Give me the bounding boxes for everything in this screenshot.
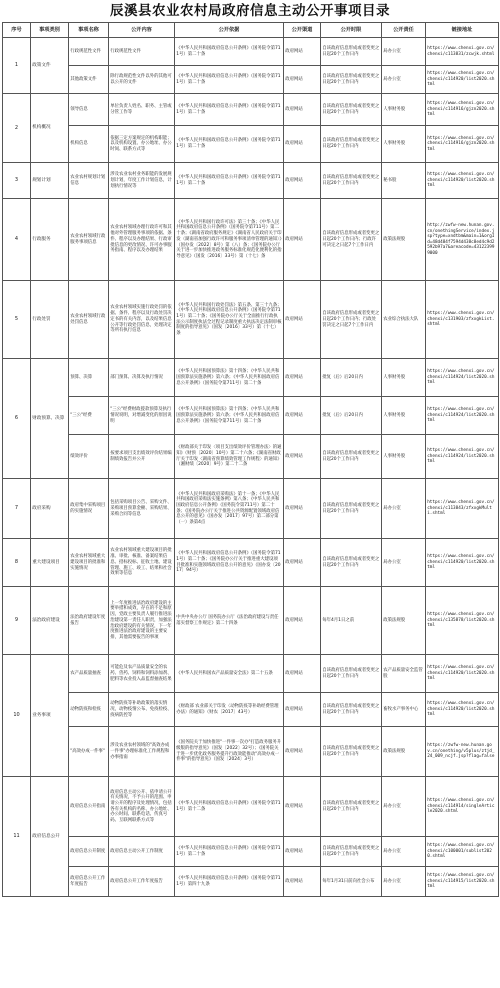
row-responsible: 局办公室 xyxy=(382,38,426,66)
row-item-name: 农产品质量抽查 xyxy=(69,655,109,693)
row-link[interactable]: https://www.chenxi.gov.cn/chenxi/c100001/sublist2020.shtml xyxy=(426,837,499,867)
row-channel: 政府网站 xyxy=(284,163,321,199)
row-time-limit: 自该政府信息形成或者变更之日起20个工作日内 xyxy=(321,126,382,163)
table-row xyxy=(3,199,499,281)
table-row xyxy=(3,126,499,163)
row-responsible: 人事财务股 xyxy=(382,435,426,479)
table-row xyxy=(3,163,499,199)
table-row xyxy=(3,777,499,837)
row-item-name: 政府集中采购项目的实施情况 xyxy=(69,479,109,539)
row-item-name: "高效办成一件事" xyxy=(69,727,109,777)
row-number: 2 xyxy=(3,94,31,163)
row-number: 11 xyxy=(3,777,31,897)
row-item-name: 法治政府建设年度报告 xyxy=(69,587,109,655)
row-channel: 政府网站 xyxy=(284,837,321,867)
row-content: 农业农村领域实施行政处罚的依据、条件、程序以及行政处罚决定书的有关内容，以及结果信息公开等行政处罚信息，处理决定等所有执行信息 xyxy=(109,281,175,359)
row-channel: 政府网站 xyxy=(284,693,321,727)
row-basis: 《中华人民共和国行政许可法》第三十条；《中华人民共和国政府信息公开条例》（国务院令第711号）第二十条；《湖南省政府服务规定》《湖南省人民政府关于印发〈湖南省加强行政许可和服务事项清单管理的通知〉》（国办发〔2022〕8号）第（八）条；《国务院办公厅关于进一步加快推进政务服务标准化规范化便利化的指导意见》（国发〔2016〕33号）第（十七）条 xyxy=(175,199,284,281)
table-row xyxy=(3,867,499,897)
row-content: 政府信息主动公开、依申请公开有关情况，不予公开的范围、申请公开的程序及处理情况，包括各有关机构的名称、办公地址、办公时间、联系电话、传真号码、互联网联系方式等 xyxy=(109,777,175,837)
row-link[interactable]: http://zwfw-new.hunan.gov.cn/onethingService/index.jsp?type=xndtbm&main=1&orgId=48d484f7594d438c8ed4c9d2592b97a7&areacode=431223999000 xyxy=(426,199,499,281)
row-category: 行政服务 xyxy=(31,199,69,281)
row-item-name: 行政规范性文件 xyxy=(69,38,109,66)
row-channel: 政府网站 xyxy=(284,777,321,837)
row-responsible: 秘书股 xyxy=(382,163,426,199)
row-number: 10 xyxy=(3,655,31,777)
row-category: 财政预算、决算 xyxy=(31,359,69,479)
header-channel: 公开渠道 xyxy=(284,23,321,38)
row-basis: 《中华人民共和国政府信息公开条例》（国务院令第711号）第四十九条 xyxy=(175,867,284,897)
row-link[interactable]: https://www.chenxi.gov.cn/chenxi/c114920/list2020.shtml xyxy=(426,66,499,94)
row-basis: 《中华人民共和国政府信息公开条例》（国务院令第711号）第二十条 xyxy=(175,94,284,126)
row-time-limit: 自该政府信息形成或者变更之日起20个工作日内 xyxy=(321,655,382,693)
row-time-limit: 自该政府信息形成或者变更之日起20个工作日内；行政许可决定之日起7个工作日内 xyxy=(321,199,382,281)
row-category: 政府信息公开 xyxy=(31,777,69,897)
row-responsible: 政策法规股 xyxy=(382,199,426,281)
row-time-limit: 每年4月1日之前 xyxy=(321,587,382,655)
row-link[interactable]: https://www.chenxi.gov.cn/chenxi/c113843/zfxxgkMulti.shtml xyxy=(426,479,499,539)
row-basis: 《财政部 农业部关于印发〈动物防疫等补助经费管理办法〉的通知》（财农〔2017〕43号） xyxy=(175,693,284,727)
row-responsible: 局办公室 xyxy=(382,837,426,867)
header-basis: 公开依据 xyxy=(175,23,284,38)
row-basis: 《中华人民共和国政府信息公开条例》（国务院令第711号）第十二条 xyxy=(175,777,284,837)
row-time-limit: 每年1月31日前向社会公布 xyxy=(321,867,382,897)
row-item-name: 绩效评价 xyxy=(69,435,109,479)
row-content: 涉及农业农村业务职能的发展规划计划，年度工作计划信息，计划执行情况等 xyxy=(109,163,175,199)
header-category: 事项类别 xyxy=(31,23,69,38)
row-basis: 《中华人民共和国政府信息公开条例》（国务院令第711号）第二十条 xyxy=(175,163,284,199)
row-basis: 《财政部关于印发〈项目支出绩效评价管理办法〉的通知》（财预〔2020〕10号）第二十六条；《湖南省财政厅关于印发〈湖南省预算绩效管理工作规程〉的通知》（湘财绩〔2020〕9号）第二十二条 xyxy=(175,435,284,479)
row-channel: 政府网站 xyxy=(284,479,321,539)
table-row xyxy=(3,66,499,94)
row-content: 除行政规范性文件以外的其他可以公开的文件 xyxy=(109,66,175,94)
row-channel: 政府网站 xyxy=(284,727,321,777)
row-basis: 《中华人民共和国农产品质量安全法》第二十五条 xyxy=(175,655,284,693)
table-row xyxy=(3,693,499,727)
row-channel: 政府网站 xyxy=(284,359,321,397)
row-responsible: 农产品质量安全监管股 xyxy=(382,655,426,693)
table-row xyxy=(3,359,499,397)
row-channel: 政府网站 xyxy=(284,66,321,94)
row-content: 动物防疫等补助政策的落实情况，动物疫情公布、免疫检疫、疫病防控等 xyxy=(109,693,175,727)
row-time-limit: 自该政府信息形成或者变更之日起20个工作日内 xyxy=(321,727,382,777)
row-number: 8 xyxy=(3,539,31,587)
row-link[interactable]: https://www.chenxi.gov.cn/chenxi/c114916/gjzn2020.shtml xyxy=(426,94,499,126)
row-item-name: 农业农村领域重大建设项目的批准和实施情况 xyxy=(69,539,109,587)
row-channel: 政府网站 xyxy=(284,94,321,126)
table-row xyxy=(3,479,499,539)
row-link[interactable]: https://www.chenxi.gov.cn/chenxi/c135878/list2020.shtml xyxy=(426,587,499,655)
row-basis: 中共中央办公厅 国务院办公厅《法治政府建设与责任落实督察工作规定》第二十四条 xyxy=(175,587,284,655)
row-item-name: 机构信息 xyxy=(69,126,109,163)
row-time-limit: 自该政府信息形成或者变更之日起20个工作日内 xyxy=(321,66,382,94)
disclosure-table xyxy=(2,22,499,897)
row-content: 包括采购项目公告、采购文件、采购项目预算金额、采购结果、采购合同等信息 xyxy=(109,479,175,539)
row-item-name: 动物防疫和检疫 xyxy=(69,693,109,727)
row-item-name: 其他政策文件 xyxy=(69,66,109,94)
row-channel: 政府网站 xyxy=(284,126,321,163)
table-row xyxy=(3,397,499,435)
row-item-name: 农业农村规划计划信息 xyxy=(69,163,109,199)
table-row xyxy=(3,837,499,867)
table-header-row xyxy=(3,23,499,38)
row-basis: 《中华人民共和国行政处罚法》第五条、第三十九条；《中华人民共和国政府信息公开条例》（国务院令第711号）第二十条；《国务院办公厅关于全面推行行政执法公示制度执法全过程记录制度重大执法决定法制审核制度的指导意见》（国发〔2016〕33号）第（十七）条 xyxy=(175,281,284,359)
row-basis: 《中华人民共和国政府信息公开条例》（国务院令第711号）第二十条 xyxy=(175,66,284,94)
table-row xyxy=(3,38,499,66)
row-channel: 政府网站 xyxy=(284,199,321,281)
row-channel: 政府网站 xyxy=(284,435,321,479)
row-item-name: 预算、决算 xyxy=(69,359,109,397)
row-content: 政府信息公开工作年度报告 xyxy=(109,867,175,897)
row-basis: 《中华人民共和国政府信息公开条例》（国务院令第711号）第二十条 xyxy=(175,38,284,66)
row-content: 农业农村领域重大建设项目的批准、审批、核准、备案结果信息、招标投标、征收土地、建设管理、施工、竣工、结果和社会效果等信息 xyxy=(109,539,175,587)
row-responsible: 局办公室 xyxy=(382,539,426,587)
row-basis: 《国务院关于加快推进"一件事一次办"打造政务服务升级版的指导意见》（国发〔2022〕32号）；《国务院关于进一步优化政务服务提升行政效能推动"高效办成一件事"的指导意见》（国发〔2024〕3号） xyxy=(175,727,284,777)
row-item-name: "三公"经费 xyxy=(69,397,109,435)
row-responsible: 农业综合执法大队 xyxy=(382,281,426,359)
row-basis: 《中华人民共和国政府信息公开条例》（国务院令第711号）第二十条 xyxy=(175,837,284,867)
row-content: 涉及农业农村领域的"高效办成一件事"办理标准化工作规程和办事指南 xyxy=(109,727,175,777)
row-channel: 政府网站 xyxy=(284,397,321,435)
row-number: 7 xyxy=(3,479,31,539)
row-responsible: 政策法规股 xyxy=(382,727,426,777)
header-responsible: 公开责任 xyxy=(382,23,426,38)
row-content: "三公"经费财政拨款预算及执行情况说明，对增减变化的原因说明 xyxy=(109,397,175,435)
row-link[interactable]: https://www.chenxi.gov.cn/chenxi/c114924/list2020.shtml xyxy=(426,435,499,479)
row-link[interactable]: https://www.chenxi.gov.cn/chenxi/c114924/list2020.shtml xyxy=(426,359,499,397)
row-responsible: 政策法规股 xyxy=(382,587,426,655)
row-category: 行政处罚 xyxy=(31,281,69,359)
table-row xyxy=(3,539,499,587)
row-number: 5 xyxy=(3,281,31,359)
row-responsible: 人事财务股 xyxy=(382,397,426,435)
row-content: 单位负责人姓名、职务、主管或分管工作等 xyxy=(109,94,175,126)
row-category: 政策文件 xyxy=(31,38,69,94)
header-time-limit: 公开时限 xyxy=(321,23,382,38)
row-channel: 政府网站 xyxy=(284,281,321,359)
row-responsible: 局办公室 xyxy=(382,777,426,837)
row-item-name: 政府信息公开指南 xyxy=(69,777,109,837)
row-content: 可能危及农产品质量安全的农药、兽药、饲料和饲料添加剂、肥料等农业投入品监督抽查结果 xyxy=(109,655,175,693)
row-category: 规划计划 xyxy=(31,163,69,199)
table-body xyxy=(3,38,499,897)
row-item-name: 领导信息 xyxy=(69,94,109,126)
row-number: 6 xyxy=(3,359,31,479)
row-time-limit: 自该政府信息形成或者变更之日起20个工作日内；行政处罚决定之日起7个工作日内 xyxy=(321,281,382,359)
row-item-name: 政府信息公开工作年度报告 xyxy=(69,867,109,897)
row-category: 机构概况 xyxy=(31,94,69,163)
row-category: 政府采购 xyxy=(31,479,69,539)
row-time-limit: 自该政府信息形成或者变更之日起20个工作日内 xyxy=(321,837,382,867)
row-responsible: 人事财务股 xyxy=(382,359,426,397)
row-content: 上一年度推进法治政府建设的主要举措和成效，存在的不足和原因，党政主要负责人履行推进法治建设第一责任人职责，加强法治政府建设的有关情况，下一年度推进法治政府建设的主要安排，其他需要报告的事项 xyxy=(109,587,175,655)
header-link: 链接地址 xyxy=(426,23,499,38)
row-content: 行政规范性文件 xyxy=(109,38,175,66)
row-basis: 《中华人民共和国预算法》第十四条；《中华人民共和国预算法实施条例》第六条；《中华人民共和国政府信息公开条例》（国务院令第711号）第二十条 xyxy=(175,397,284,435)
row-number: 4 xyxy=(3,199,31,281)
table-row xyxy=(3,655,499,693)
row-item-name: 农业农村领域行政处罚信息 xyxy=(69,281,109,359)
table-row xyxy=(3,94,499,126)
row-channel: 政府网站 xyxy=(284,867,321,897)
header-content: 公开内容 xyxy=(109,23,175,38)
row-time-limit: 自该政府信息形成或者变更之日起20个工作日内 xyxy=(321,777,382,837)
row-basis: 《中华人民共和国政府采购法》第十一条；《中华人民共和国政府采购法实施条例》第八条；《中华人民共和国政府信息公开条例》（国务院令第711号）第二十条；《国务院办公厅关于推进公共资源配置领域政府信息公开的意见》（国办发〔2017〕97号）第二部分第（一）条第4点 xyxy=(175,479,284,539)
row-link[interactable]: https://www.chenxi.gov.cn/chenxi/c114920/list2020.shtml xyxy=(426,655,499,693)
row-link[interactable]: https://www.chenxi.gov.cn/chenxi/c114916/gjzn2020.shtml xyxy=(426,126,499,163)
row-responsible: 局办公室 xyxy=(382,479,426,539)
table-row xyxy=(3,281,499,359)
table-row xyxy=(3,727,499,777)
row-link[interactable]: https://www.chenxi.gov.cn/chenxi/c114920/list2020.shtml xyxy=(426,539,499,587)
row-category: 法治政府建设 xyxy=(31,587,69,655)
row-basis: 《中华人民共和国政府信息公开条例》（国务院令第711号）第二十条；《国务院办公厅关于推进重大建设项目批准和实施领域政府信息公开的意见》（国办发〔2017〕94号） xyxy=(175,539,284,587)
header-no: 序号 xyxy=(3,23,31,38)
row-time-limit: 批复（后）后20日内 xyxy=(321,397,382,435)
row-number: 9 xyxy=(3,587,31,655)
row-time-limit: 自该政府信息形成或者变更之日起20个工作日内 xyxy=(321,539,382,587)
row-time-limit: 自该政府信息形成或者变更之日起20个工作日内 xyxy=(321,479,382,539)
row-time-limit: 自该政府信息形成或者变更之日起20个工作日内 xyxy=(321,163,382,199)
row-category: 重大建设项目 xyxy=(31,539,69,587)
row-time-limit: 自该政府信息形成或者变更之日起20个工作日内 xyxy=(321,94,382,126)
row-content: 政府信息主动公开工作制度 xyxy=(109,837,175,867)
row-responsible: 局办公室 xyxy=(382,66,426,94)
row-responsible: 局办公室 xyxy=(382,867,426,897)
row-number: 3 xyxy=(3,163,31,199)
row-item-name: 政府信息公开制度 xyxy=(69,837,109,867)
row-link[interactable]: https://www.chenxi.gov.cn/chenxi/c131903/zfxxgkList.shtml xyxy=(426,281,499,359)
row-time-limit: 自该政府信息形成或者变更之日起20个工作日内 xyxy=(321,38,382,66)
row-link[interactable]: https://www.chenxi.gov.cn/chenxi/c114920/list2020.shtml xyxy=(426,693,499,727)
row-content: 依据三定方案规定的机构职能；以及机构设置、办公地址、办公时间、联系方式等 xyxy=(109,126,175,163)
row-item-name: 农业农村领域行政服务事项信息 xyxy=(69,199,109,281)
row-responsible: 畜牧水产事务中心 xyxy=(382,693,426,727)
row-link[interactable]: https://www.chenxi.gov.cn/chenxi/c114915/list2020.shtml xyxy=(426,867,499,897)
row-category: 业务事项 xyxy=(31,655,69,777)
row-time-limit: 批复（后）后20日内 xyxy=(321,359,382,397)
header-item-name: 事项名称 xyxy=(69,23,109,38)
row-channel: 政府网站 xyxy=(284,38,321,66)
row-content: 按要求项目支出绩效评价结果编制绩效报告并公开 xyxy=(109,435,175,479)
row-link[interactable]: https://www.chenxi.gov.cn/chenxi/c114924/list2020.shtml xyxy=(426,397,499,435)
row-basis: 《中华人民共和国政府信息公开条例》（国务院令第711号）第二十条 xyxy=(175,126,284,163)
row-link[interactable]: https://zwfw-new.hunan.gov.cn/onething/v5plus/ztjd_24_009_ncjf.jsp?flag=false xyxy=(426,727,499,777)
row-content: 农业农村领域办理行政许可和其他对外管理服务事项的依据、条件、程序以及办理结果、行政审批信息的更改情况、许可办事服务指南、程序以及办理结果 xyxy=(109,199,175,281)
row-content: 部门预算、决算及执行情况 xyxy=(109,359,175,397)
table-row xyxy=(3,435,499,479)
row-number: 1 xyxy=(3,38,31,94)
row-channel: 政府网站 xyxy=(284,539,321,587)
table-row xyxy=(3,587,499,655)
row-link[interactable]: https://www.chenxi.gov.cn/chenxi/c114914/singleArticle2020.shtml xyxy=(426,777,499,837)
row-channel: 政府网站 xyxy=(284,655,321,693)
row-link[interactable]: https://www.chenxi.gov.cn/chenxi/c113831/zcwjk.shtml xyxy=(426,38,499,66)
row-responsible: 人事财务股 xyxy=(382,126,426,163)
page-title: 辰溪县农业农村局政府信息主动公开事项目录 xyxy=(110,3,390,19)
row-link[interactable]: https://www.chenxi.gov.cn/chenxi/c114920/list2020.shtml xyxy=(426,163,499,199)
row-time-limit: 自该政府信息形成或者变更之日起20个工作日内 xyxy=(321,435,382,479)
row-responsible: 人事财务股 xyxy=(382,94,426,126)
row-channel: 政府网站 xyxy=(284,587,321,655)
row-time-limit: 自该政府信息形成或者变更之日起20个工作日内 xyxy=(321,693,382,727)
row-basis: 《中华人民共和国预算法》第十四条；《中华人民共和国预算法实施条例》第六条；《中华人民共和国政府信息公开条例》（国务院令第711号）第二十条 xyxy=(175,359,284,397)
